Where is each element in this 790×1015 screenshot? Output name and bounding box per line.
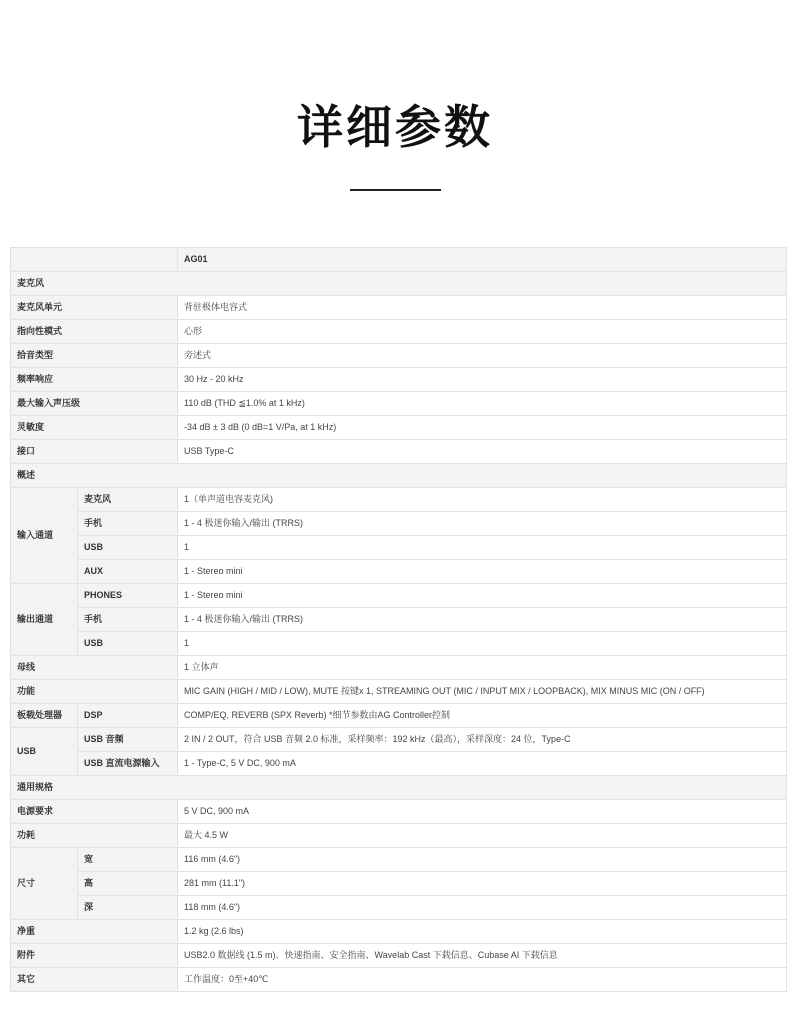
table-row	[11, 440, 787, 464]
sub-label: 手机	[78, 512, 178, 536]
group-label-usb: USB	[11, 728, 78, 776]
table-row	[11, 800, 787, 824]
sub-label: AUX	[78, 560, 178, 584]
row-value: 最大 4.5 W	[178, 824, 787, 848]
row-value: USB2.0 数据线 (1.5 m)、快速指南、安全指南、Wavelab Cast 下载信息、Cubase AI 下载信息	[178, 944, 787, 968]
row-label: 电源要求	[11, 800, 178, 824]
row-value: 1 - Stereo mini	[178, 584, 787, 608]
row-value: -34 dB ± 3 dB (0 dB=1 V/Pa, at 1 kHz)	[178, 416, 787, 440]
table-row	[11, 656, 787, 680]
sub-label: 宽	[78, 848, 178, 872]
group-label-output: 输出通道	[11, 584, 78, 656]
section-row	[11, 272, 787, 296]
group-label-input: 输入通道	[11, 488, 78, 584]
row-value: 背驻极体电容式	[178, 296, 787, 320]
row-value: 1 - Type-C, 5 V DC, 900 mA	[178, 752, 787, 776]
table-row	[11, 560, 787, 584]
row-label: 附件	[11, 944, 178, 968]
model-name: AG01	[178, 248, 787, 272]
row-value: 118 mm (4.6")	[178, 896, 787, 920]
table-row	[11, 392, 787, 416]
table-row	[11, 872, 787, 896]
table-row	[11, 728, 787, 752]
sub-label: 深	[78, 896, 178, 920]
table-header-row	[11, 248, 787, 272]
row-value: 1 立体声	[178, 656, 787, 680]
group-label-dimensions: 尺寸	[11, 848, 78, 920]
table-row	[11, 944, 787, 968]
table-row	[11, 320, 787, 344]
row-value: MIC GAIN (HIGH / MID / LOW), MUTE 按键x 1, STREAMING OUT (MIC / INPUT MIX / LOOPBACK), MIX MINUS MIC (ON / OFF)	[178, 680, 787, 704]
row-label: 板载处理器	[11, 704, 78, 728]
table-row	[11, 920, 787, 944]
table-row	[11, 368, 787, 392]
table-row	[11, 584, 787, 608]
table-row	[11, 608, 787, 632]
row-label: 频率响应	[11, 368, 178, 392]
row-value: 1 - 4 极迷你输入/输出 (TRRS)	[178, 608, 787, 632]
table-row	[11, 968, 787, 992]
sub-label: USB 音频	[78, 728, 178, 752]
row-value: 5 V DC, 900 mA	[178, 800, 787, 824]
row-value: 281 mm (11.1")	[178, 872, 787, 896]
sub-label: USB	[78, 632, 178, 656]
row-label: 拾音类型	[11, 344, 178, 368]
table-row	[11, 632, 787, 656]
table-row	[11, 536, 787, 560]
table-row	[11, 488, 787, 512]
row-label: 指向性模式	[11, 320, 178, 344]
title-divider	[350, 189, 441, 191]
row-value: 1.2 kg (2.6 lbs)	[178, 920, 787, 944]
page-title: 详细参数	[297, 100, 493, 154]
row-label: 净重	[11, 920, 178, 944]
table-row	[11, 296, 787, 320]
table-row	[11, 416, 787, 440]
table-row	[11, 824, 787, 848]
sub-label: PHONES	[78, 584, 178, 608]
row-value: 30 Hz - 20 kHz	[178, 368, 787, 392]
row-value: 1 - Stereo mini	[178, 560, 787, 584]
sub-label: 手机	[78, 608, 178, 632]
row-value: 116 mm (4.6")	[178, 848, 787, 872]
sub-label: 高	[78, 872, 178, 896]
row-label: 接口	[11, 440, 178, 464]
sub-label: USB	[78, 536, 178, 560]
table-row	[11, 896, 787, 920]
section-microphone: 麦克风	[11, 272, 787, 296]
header-empty-cell	[11, 248, 178, 272]
row-label: 功能	[11, 680, 178, 704]
row-value: 工作温度：0至+40℃	[178, 968, 787, 992]
row-label: 灵敏度	[11, 416, 178, 440]
table-row	[11, 704, 787, 728]
row-value: 1	[178, 536, 787, 560]
row-label: 麦克风单元	[11, 296, 178, 320]
sub-label: USB 直流电源输入	[78, 752, 178, 776]
spec-table	[10, 247, 787, 992]
row-label: 最大输入声压级	[11, 392, 178, 416]
row-value: 1（单声道电容麦克风)	[178, 488, 787, 512]
row-label: 其它	[11, 968, 178, 992]
sub-label: DSP	[78, 704, 178, 728]
row-value: 110 dB (THD ≦1.0% at 1 kHz)	[178, 392, 787, 416]
section-general: 通用规格	[11, 776, 787, 800]
row-value: 1	[178, 632, 787, 656]
table-row	[11, 680, 787, 704]
row-value: 心形	[178, 320, 787, 344]
table-row	[11, 848, 787, 872]
row-value: 2 IN / 2 OUT，符合 USB 音频 2.0 标准，采样频率：192 kHz（最高），采样深度：24 位，Type-C	[178, 728, 787, 752]
sub-label: 麦克风	[78, 488, 178, 512]
section-row	[11, 464, 787, 488]
row-value: USB Type-C	[178, 440, 787, 464]
table-row	[11, 512, 787, 536]
section-overview: 概述	[11, 464, 787, 488]
row-value: COMP/EQ, REVERB (SPX Reverb) *细节参数由AG Controller控制	[178, 704, 787, 728]
table-row	[11, 752, 787, 776]
section-row	[11, 776, 787, 800]
row-label: 母线	[11, 656, 178, 680]
row-value: 1 - 4 极迷你输入/输出 (TRRS)	[178, 512, 787, 536]
row-label: 功耗	[11, 824, 178, 848]
table-row	[11, 344, 787, 368]
row-value: 旁述式	[178, 344, 787, 368]
